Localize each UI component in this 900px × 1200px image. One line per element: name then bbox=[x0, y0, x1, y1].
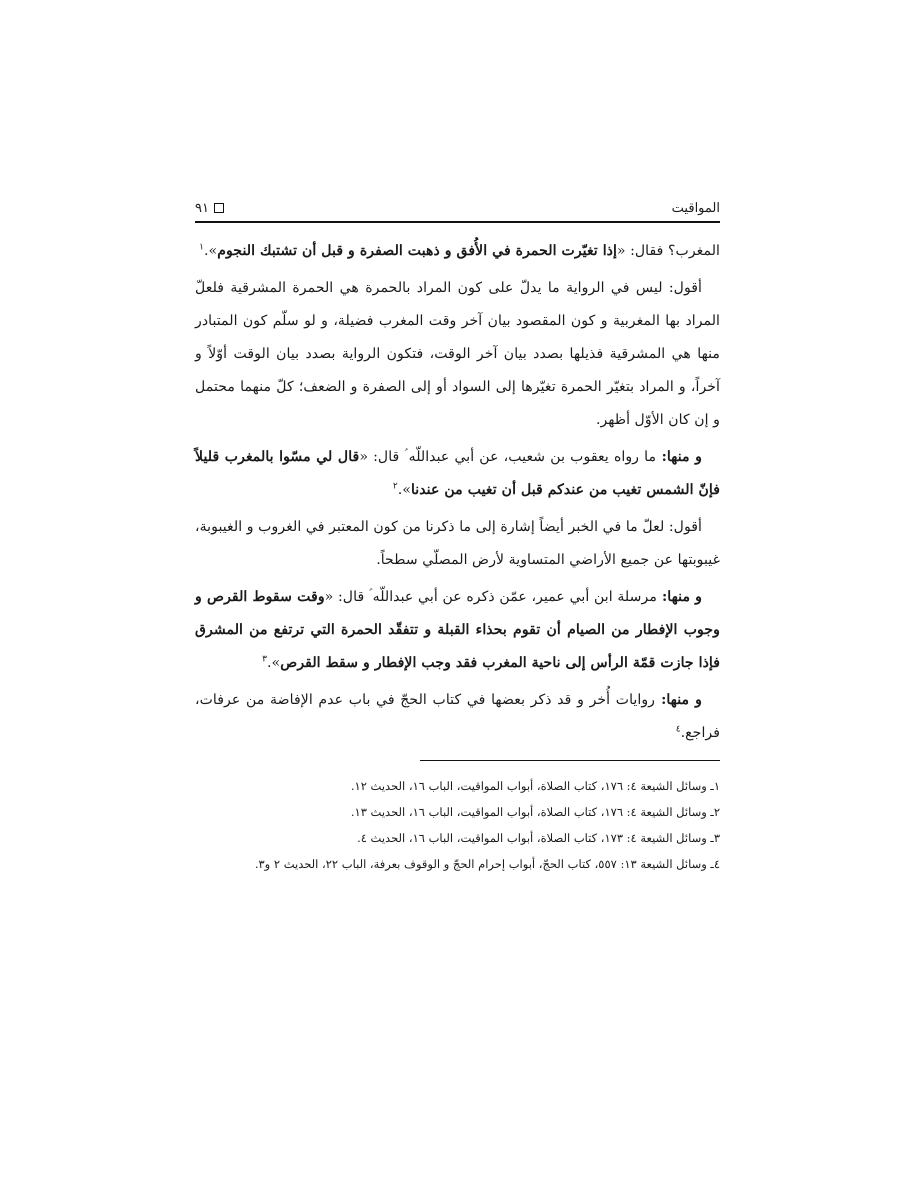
bold-text: قال لي مسّوا بالمغرب قليلاً فإنّ الشمس تغيب من عندكم قبل أن تغيب من عندنا bbox=[195, 449, 720, 498]
footnote: ٤ـ وسائل الشيعة ١٣: ٥٥٧، كتاب الحجّ، أبواب إحرام الحجّ و الوقوف بعرفة، الباب ٢٢، الحديث ٢ و٣. bbox=[254, 857, 720, 871]
paragraph bbox=[195, 235, 720, 268]
footnote: ٢ـ وسائل الشيعة ٤: ١٧٦، كتاب الصلاة، أبواب المواقيت، الباب ١٦، الحديث ١٣. bbox=[350, 805, 720, 819]
bold-text: وقت سقوط القرص و وجوب الإفطار من الصيام أن تقوم بحذاء القبلة و تتفقّد الحمرة التي ترتفع من المشرق فإذا جازت قمّة الرأس إلى ناحية المغرب فقد وجب الإفطار و سقط القرص bbox=[195, 589, 720, 671]
footnote-marker: ٢ bbox=[392, 481, 398, 492]
text-span: ». bbox=[397, 482, 411, 498]
footnote: ٣ـ وسائل الشيعة ٤: ١٧٣، كتاب الصلاة، أبواب المواقيت، الباب ١٦، الحديث ٤. bbox=[357, 831, 720, 845]
paragraph bbox=[195, 272, 720, 437]
bold-text: و منها: bbox=[656, 449, 702, 465]
footnote-marker: ٣ bbox=[262, 654, 267, 665]
page-header bbox=[195, 195, 720, 223]
footnote-marker: ١ bbox=[199, 242, 204, 253]
paragraph bbox=[195, 511, 720, 577]
footnotes bbox=[195, 773, 720, 877]
bold-text: و منها: bbox=[655, 692, 702, 708]
text-span: ». bbox=[267, 655, 281, 671]
footnote-separator bbox=[420, 760, 720, 761]
page-number-block bbox=[195, 201, 224, 216]
document-page bbox=[195, 195, 720, 877]
footnote-marker: ٤ bbox=[675, 724, 681, 735]
bold-text: إذا تغيّرت الحمرة في الأُفق و ذهبت الصفرة و قبل أن تشتبك النجوم bbox=[217, 243, 617, 259]
paragraph bbox=[195, 441, 720, 507]
text-span: ما رواه يعقوب بن شعيب، عن أبي عبداللّه ؑ قال: « bbox=[359, 449, 657, 465]
text-span: أقول: ليس في الرواية ما يدلّ على كون المراد بالحمرة هي الحمرة المشرقية فلعلّ المراد بها المغربية و كون المقصود بيان آخر وقت المغرب فضيلة، و لو سلّم كون المتبادر منها هي المشرقية فذيلها بصدد بيان آخر الوقت، فتكون الرواية بصدد بيان الوقت أوّلاً و آخراً، و المراد بتغيّر الحمرة تغيّرها إلى السواد أو إلى الصفرة و الضعف؛ كلّ منهما محتمل و إن كان الأوّل أظهر. bbox=[195, 280, 720, 428]
text-span: أقول: لعلّ ما في الخبر أيضاً إشارة إلى ما ذكرنا من كون المعتبر في الغروب و الغيبوبة، غيبوبتها عن جميع الأراضي المتساوية لأرض المصلّي سطحاً. bbox=[195, 519, 720, 568]
paragraph bbox=[195, 581, 720, 680]
square-icon bbox=[214, 203, 224, 213]
text-span: روايات أُخر و قد ذكر بعضها في كتاب الحجّ في باب عدم الإفاضة من عرفات، فراجع. bbox=[195, 692, 720, 741]
body-text bbox=[195, 235, 720, 750]
paragraph bbox=[195, 684, 720, 750]
page-number: ٩١ bbox=[195, 200, 209, 216]
text-span: مرسلة ابن أبي عمير، عمّن ذكره عن أبي عبداللّه ؑ قال: « bbox=[324, 589, 657, 605]
running-title: المواقيت bbox=[671, 200, 720, 216]
footnote: ١ـ وسائل الشيعة ٤: ١٧٦، كتاب الصلاة، أبواب المواقيت، الباب ١٦، الحديث ١٢. bbox=[350, 779, 720, 793]
bold-text: و منها: bbox=[656, 589, 702, 605]
text-span: ». bbox=[203, 243, 218, 259]
text-span: المغرب؟ فقال: « bbox=[616, 243, 720, 259]
